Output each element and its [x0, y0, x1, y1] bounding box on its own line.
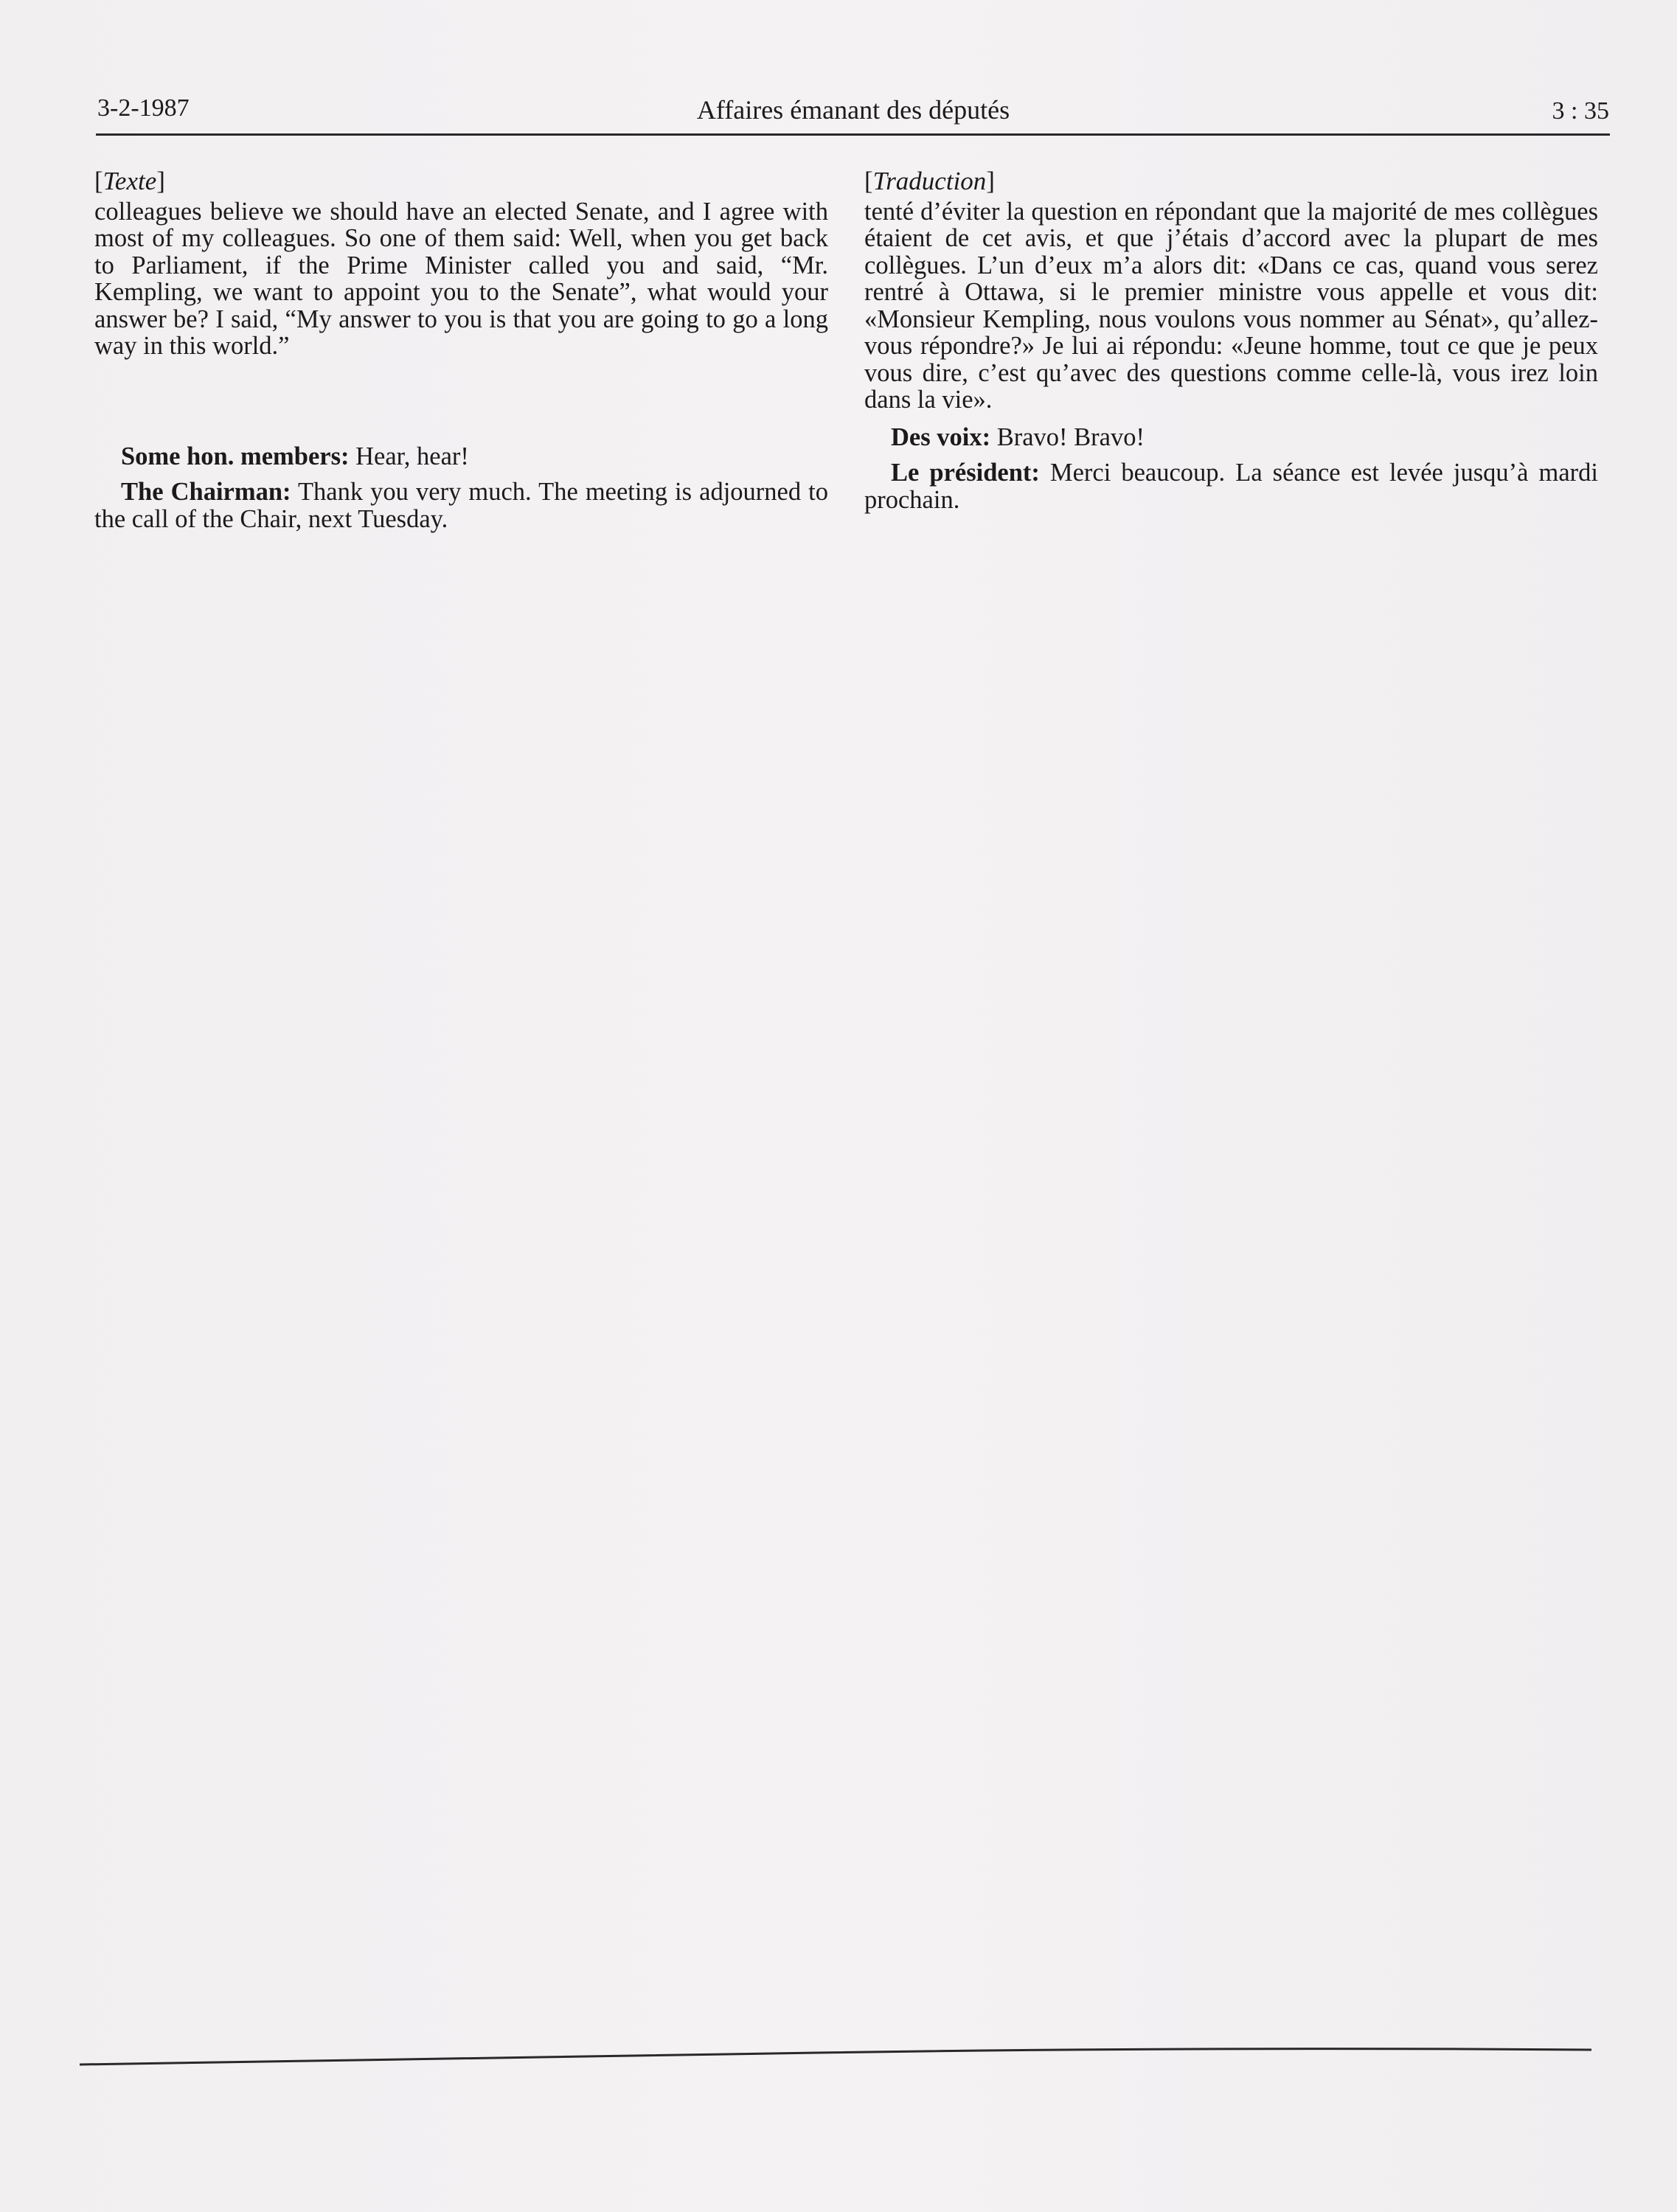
right-paragraph: tenté d’éviter la question en répondant que la majorité de mes collègues étaient de cet avis, et que j’étais d’accord avec la plupart de mes collègues. L’un d’eux m’a alors dit: «Dans ce cas, quand vous serez rentré à Ottawa, si le premier ministre vous appelle et vous dit: «Monsieur Kempling, nous voulons vous nommer au Sénat», qu’allez-vous répondre?» Je lui ai répondu: «Jeune homme, tout ce que je peux vous dire, c’est qu’avec des questions comme celle-là, vous irez loin dans la vie». [864, 197, 1598, 414]
left-column [94, 168, 828, 532]
left-column-marker: [Texte] [94, 167, 165, 195]
speaker-label: The Chairman: [121, 478, 291, 506]
left-speech-1: Some hon. members: Hear, hear! [121, 442, 469, 470]
left-speech-2: The Chairman: Thank you very much. The meeting is adjourned to the call of the Chair, next Tuesday. [94, 478, 828, 533]
right-column [864, 168, 1598, 513]
right-speech-1: Des voix: Bravo! Bravo! [891, 422, 1145, 451]
page-header [97, 94, 1609, 134]
speaker-label: Des voix: [891, 422, 991, 451]
header-page-number: 3 : 35 [1552, 97, 1609, 125]
right-column-marker: [Traduction] [864, 167, 995, 195]
right-speech-2: Le président: Merci beaucoup. La séance est levée jusqu’à mardi prochain. [864, 459, 1598, 514]
header-title: Affaires émanant des députés [696, 95, 1010, 125]
header-rule [96, 133, 1610, 136]
header-date: 3-2-1987 [97, 94, 190, 122]
left-paragraph: colleagues believe we should have an elected Senate, and I agree with most of my colleagues. So one of them said: Well, when you get back to Parliament, if the Prime Minister called you and said, “Mr. Kempling, we want to appoint you to the Senate”, what would your answer be? I said, “My answer to you is that you are going to go a long way in this world.” [94, 197, 828, 360]
speaker-label: Le président: [891, 459, 1040, 487]
speaker-label: Some hon. members: [121, 442, 350, 470]
footer-rule [80, 2042, 1591, 2072]
